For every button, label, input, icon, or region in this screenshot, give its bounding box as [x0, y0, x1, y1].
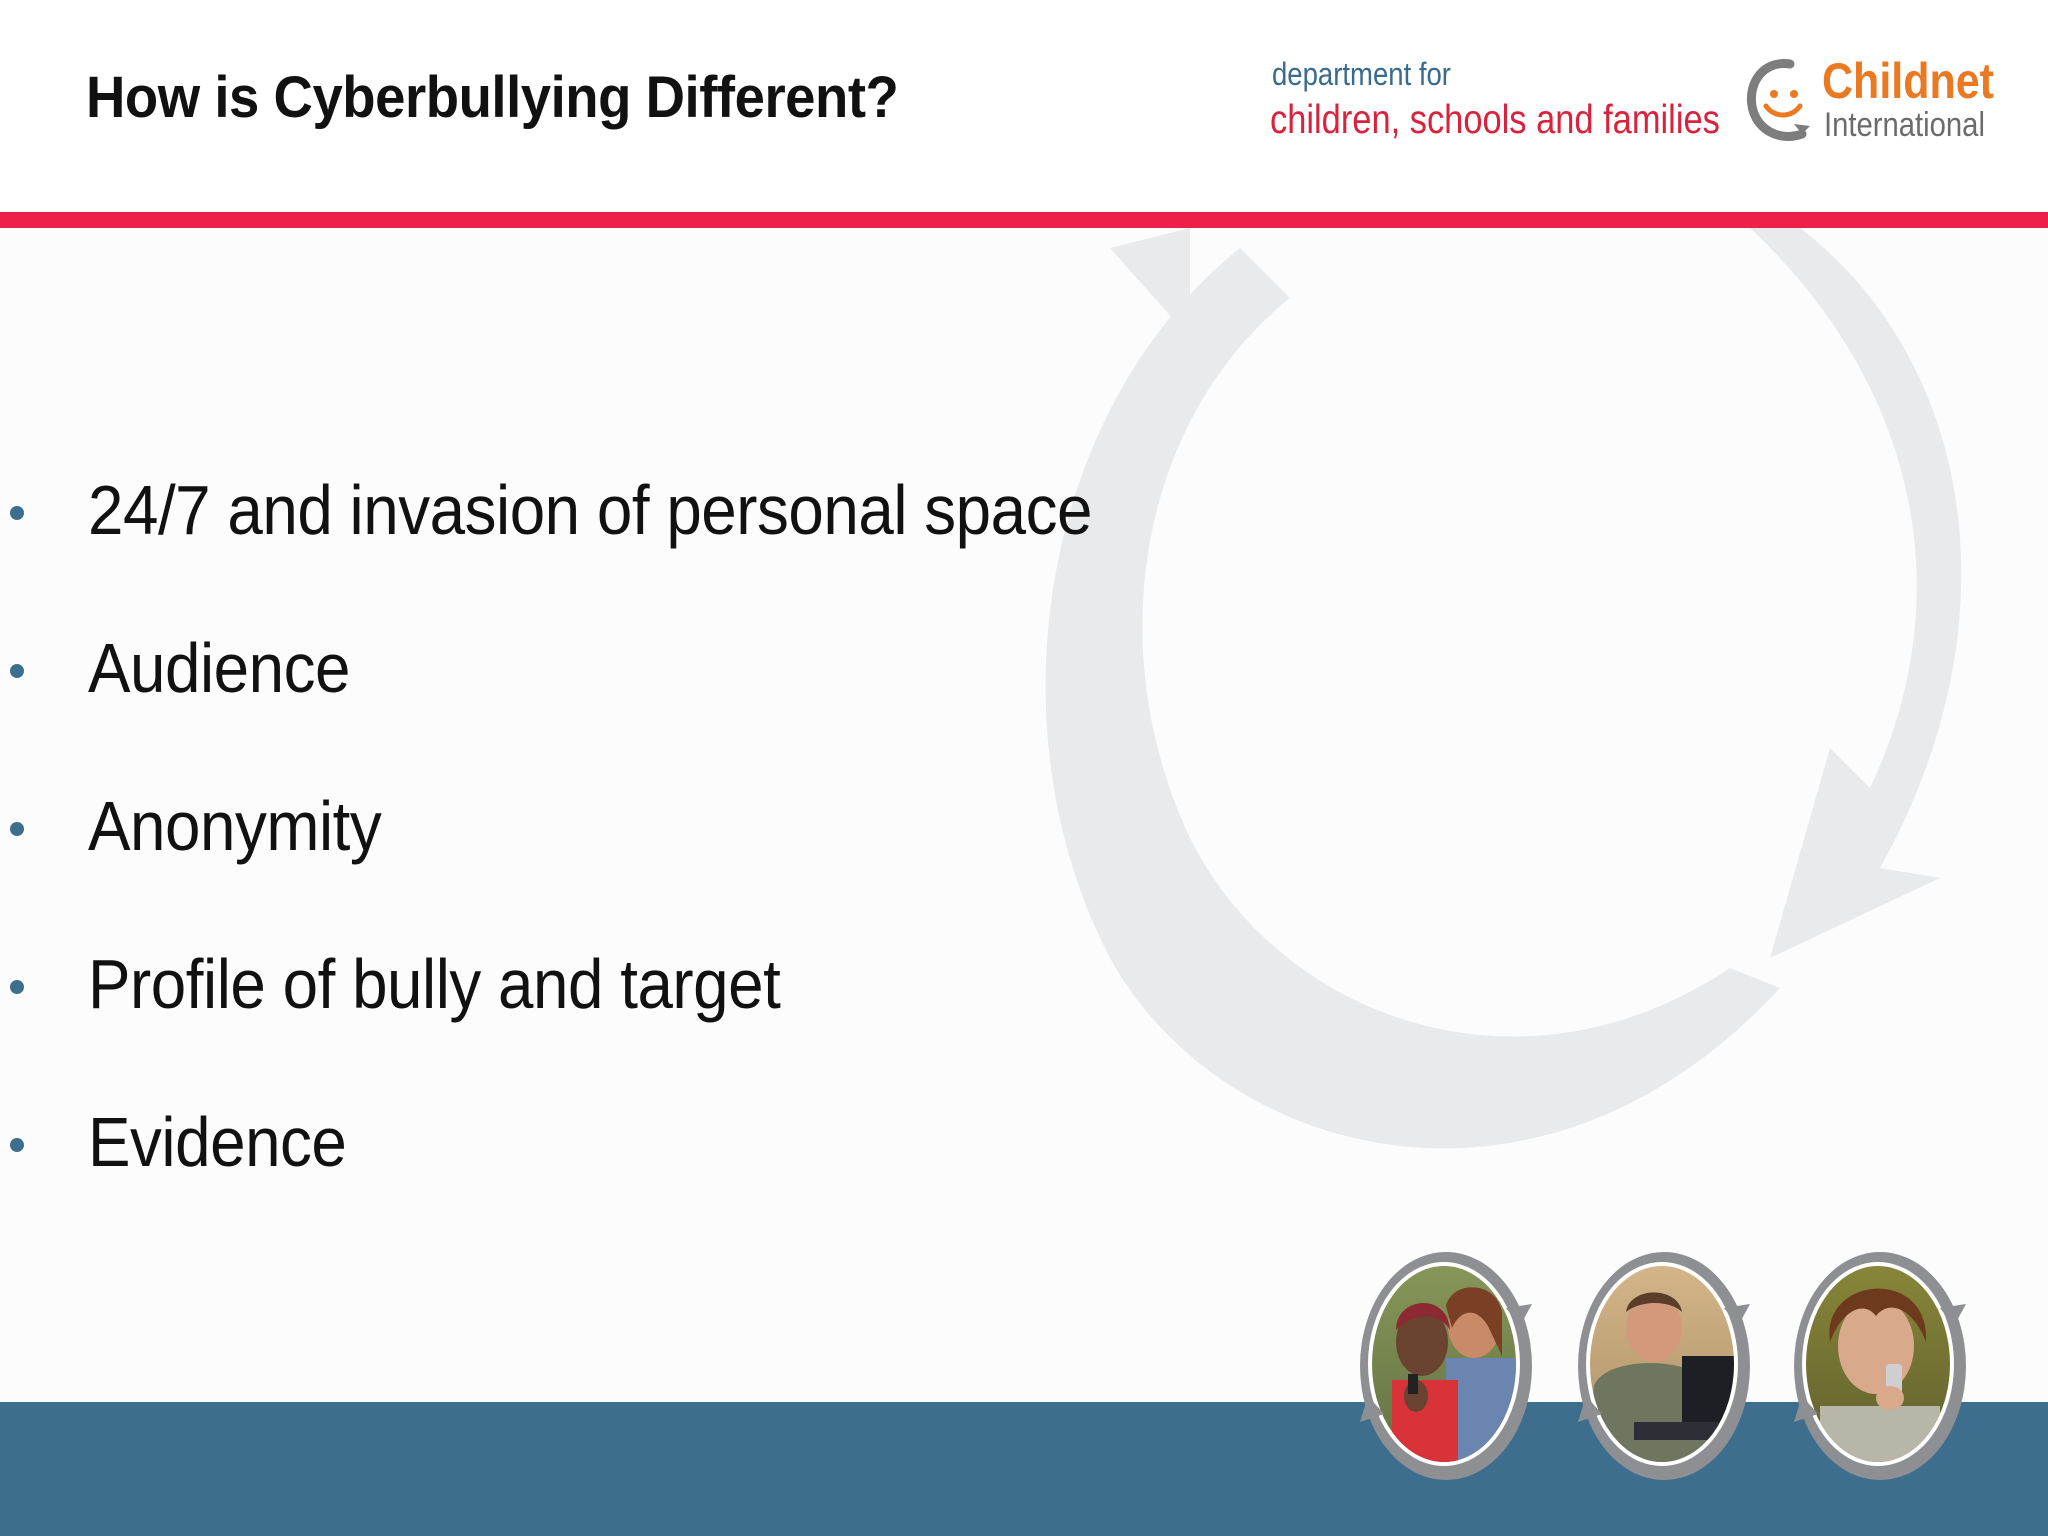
dcsf-logo: [1270, 56, 1720, 146]
bullet-text: Evidence: [88, 1103, 347, 1181]
childnet-logo-name: Childnet: [1822, 53, 1994, 109]
photo-teen-with-phone: [1790, 1246, 1970, 1486]
bullet-text: Anonymity: [88, 787, 382, 865]
bullet-dot-icon: [10, 1138, 24, 1152]
bullet-dot-icon: [10, 506, 24, 520]
slide-header: [0, 0, 2048, 212]
smiley-face-icon: [1744, 54, 1820, 146]
header-divider: [0, 212, 2048, 228]
bullet-dot-icon: [10, 980, 24, 994]
dcsf-logo-line2: children, schools and families: [1270, 96, 1720, 142]
childnet-logo: [1744, 52, 1994, 152]
bullet-text: 24/7 and invasion of personal space: [88, 471, 1093, 549]
bullet-text: Profile of bully and target: [88, 945, 781, 1023]
photo-man-at-laptop: [1574, 1246, 1754, 1486]
slide-title: How is Cyberbullying Different?: [86, 65, 899, 130]
bullet-dot-icon: [10, 664, 24, 678]
dcsf-logo-line1: department for: [1272, 56, 1451, 92]
photo-girls-with-phone: [1356, 1246, 1536, 1486]
circular-arrows-watermark: [960, 228, 2048, 1228]
bullet-text: Audience: [88, 629, 350, 707]
bullet-dot-icon: [10, 822, 24, 836]
childnet-logo-subtitle: International: [1824, 106, 1985, 144]
